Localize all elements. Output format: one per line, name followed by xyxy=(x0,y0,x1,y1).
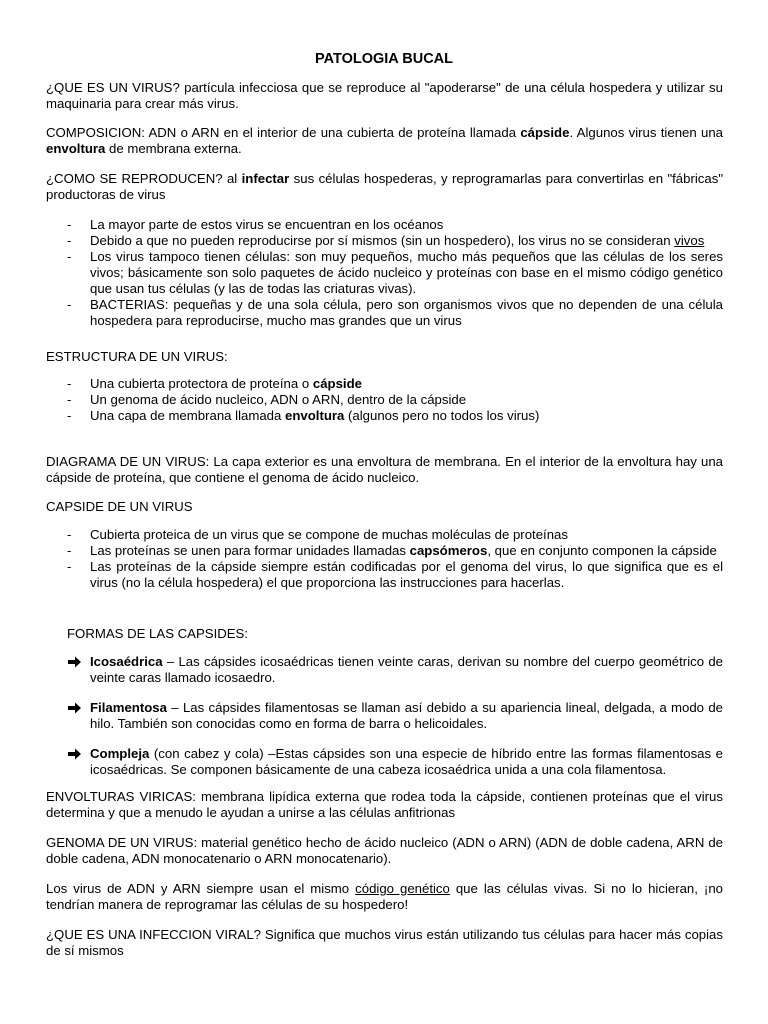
como-text: ¿COMO SE REPRODUCEN? al xyxy=(46,171,242,186)
arrow-bullet-icon xyxy=(67,700,82,716)
list-item: - Una capa de membrana llamada envoltura (algunos pero no todos los virus) xyxy=(67,408,540,423)
forma-description: – Las cápsides filamentosas se llaman así debido a su apariencia lineal, delgada, a modo de hilo. También son conocidas como en forma de barra o helicoidales. xyxy=(90,700,723,731)
arrow-bullet-icon xyxy=(67,746,82,762)
paragraph-como-se-reproducen xyxy=(46,171,723,203)
list-item: - Un genoma de ácido nucleico, ADN o ARN, dentro de la cápside xyxy=(67,392,467,407)
bold-envoltura: envoltura xyxy=(285,408,345,423)
list-item-text: Las proteínas de la cápside siempre están codificadas por el genoma del virus, lo que significa que es el virus (no la célula hospedera) el que proporciona las instrucciones para hacerlas. xyxy=(90,559,723,590)
list-item-text: BACTERIAS: pequeñas y de una sola célula, pero son organismos vivos que no dependen de una célula hospedera para reproducirse, mucho mas grandes que un virus xyxy=(90,297,723,328)
list-item-text: Una cubierta protectora de proteína o xyxy=(90,376,313,391)
que-es-text: partícula infecciosa que se reproduce al "apoderarse" de una célula hospedera y utilizar su maquinaria para crear más virus. xyxy=(46,80,723,111)
forma-description: – Las cápsides icosaédricas tienen veinte caras, derivan su nombre del cuerpo geométrico de veinte caras llamado icosaedro. xyxy=(90,654,723,685)
estructura-list xyxy=(46,376,723,424)
paragraph-infeccion-viral: ¿QUE ES UNA INFECCION VIRAL? Significa que muchos virus están utilizando tus células para hacer más copias de sí mismos xyxy=(46,927,723,958)
list-item: - BACTERIAS: pequeñas y de una sola célula, pero son organismos vivos que no dependen de una célula hospedera para reproducirse, mucho mas grandes que un virus xyxy=(67,297,723,328)
arrow-bullet-icon xyxy=(67,654,82,670)
document-title: PATOLOGIA BUCAL xyxy=(314,51,453,67)
list-item: - La mayor parte de estos virus se encuentran en los océanos xyxy=(67,217,444,232)
list-item: - Las proteínas se unen para formar unidades llamadas capsómeros, que en conjunto componen la cápside xyxy=(67,543,717,558)
adn-text: Los virus de ADN y ARN siempre usan el mismo xyxy=(46,881,356,896)
paragraph-adn-arn xyxy=(46,881,723,913)
paragraph-que-es-un-virus xyxy=(46,80,723,112)
bold-capside: cápside xyxy=(312,376,362,391)
list-item-text: Las proteínas se unen para formar unidades llamadas xyxy=(90,543,410,558)
heading-estructura: ESTRUCTURA DE UN VIRUS: xyxy=(46,349,228,364)
list-item: - Los virus tampoco tienen células: son muy pequeños, mucho más pequeños que las células de los seres vivos; básicamente son solo paquetes de ácido nucleico y proteínas con base en el mismo código genético que usan tus células (y las de todas las criaturas vivas). xyxy=(67,249,723,296)
adn-text: que las células vivas. Si no lo hicieran, ¡no tendrían manera de reprogramar las células de su hospedero! xyxy=(46,881,723,912)
composicion-bold-envoltura: envoltura xyxy=(46,141,106,156)
list-item: - Una cubierta protectora de proteína o cápside xyxy=(67,376,362,391)
bold-capsomeros: capsómeros xyxy=(409,543,488,558)
list-item-text: Los virus tampoco tienen células: son muy pequeños, mucho más pequeños que las células de los seres vivos; básicamente son solo paquetes de ácido nucleico y proteínas con base en el mismo código genético que usan tus células (y las de todas las criaturas vivas). xyxy=(90,249,723,296)
list-item-text: , que en conjunto componen la cápside xyxy=(487,543,717,558)
list-item-text: Cubierta proteica de un virus que se compone de muchas moléculas de proteínas xyxy=(90,527,568,542)
formas-list xyxy=(66,654,723,778)
forma-name: Compleja xyxy=(90,746,150,761)
list-item-text: Un genoma de ácido nucleico, ADN o ARN, dentro de la cápside xyxy=(90,392,467,407)
composicion-text: COMPOSICION: ADN o ARN en el interior de una cubierta de proteína llamada xyxy=(46,125,521,140)
composicion-text: de membrana externa. xyxy=(105,141,242,156)
paragraph-diagrama: DIAGRAMA DE UN VIRUS: La capa exterior es una envoltura de membrana. En el interior de la envoltura hay una cápside de proteína, que contiene el genoma de ácido nucleico. xyxy=(46,454,723,485)
list-item xyxy=(66,746,723,778)
virus-facts-list xyxy=(46,217,723,329)
como-bold-infectar: infectar xyxy=(241,171,290,186)
underlined-codigo-genetico: código genético xyxy=(355,881,450,896)
composicion-bold-capside: cápside xyxy=(520,125,570,140)
paragraph-composicion xyxy=(46,125,723,157)
composicion-text: . Algunos virus tienen una xyxy=(569,125,723,140)
paragraph-envolturas: ENVOLTURAS VIRICAS: membrana lipídica externa que rodea toda la cápside, contienen proteínas que el virus determina y que a menudo le ayudan a unirse a las células anfitrionas xyxy=(46,789,723,820)
list-item: - Las proteínas de la cápside siempre están codificadas por el genoma del virus, lo que significa que es el virus (no la célula hospedera) el que proporciona las instrucciones para hacerlas. xyxy=(67,559,723,590)
list-item-text: La mayor parte de estos virus se encuentran en los océanos xyxy=(90,217,444,232)
list-item-text: Debido a que no pueden reproducirse por sí mismos (sin un hospedero), los virus no se consideran xyxy=(90,233,675,248)
list-item xyxy=(66,700,723,732)
list-item: - Debido a que no pueden reproducirse por sí mismos (sin un hospedero), los virus no se consideran vivos xyxy=(67,233,705,248)
list-item-text: Una capa de membrana llamada xyxy=(90,408,285,423)
como-text: sus células hospederas, y reprogramarlas para convertirlas en "fábricas" productoras de virus xyxy=(46,171,724,202)
capside-list xyxy=(46,527,723,591)
list-item: - Cubierta proteica de un virus que se compone de muchas moléculas de proteínas xyxy=(67,527,568,542)
forma-description: (con cabez y cola) –Estas cápsides son una especie de híbrido entre las formas filamentosas e icosaédricas. Se componen básicamente de una cabeza icosaédrica unida a una cola filamentosa. xyxy=(90,746,723,777)
forma-name: Filamentosa xyxy=(90,700,167,715)
heading-formas: FORMAS DE LAS CAPSIDES: xyxy=(67,626,249,641)
paragraph-genoma: GENOMA DE UN VIRUS: material genético hecho de ácido nucleico (ADN o ARN) (ADN de doble cadena, ARN de doble cadena, ADN monocatenario o ARN monocatenario). xyxy=(46,835,723,866)
que-es-lead: ¿QUE ES UN VIRUS? xyxy=(46,80,180,95)
list-item-text: (algunos pero no todos los virus) xyxy=(344,408,540,423)
list-item xyxy=(66,654,723,686)
heading-capside: CAPSIDE DE UN VIRUS xyxy=(46,499,193,514)
forma-name: Icosaédrica xyxy=(90,654,163,669)
underlined-vivos: vivos xyxy=(674,233,705,248)
